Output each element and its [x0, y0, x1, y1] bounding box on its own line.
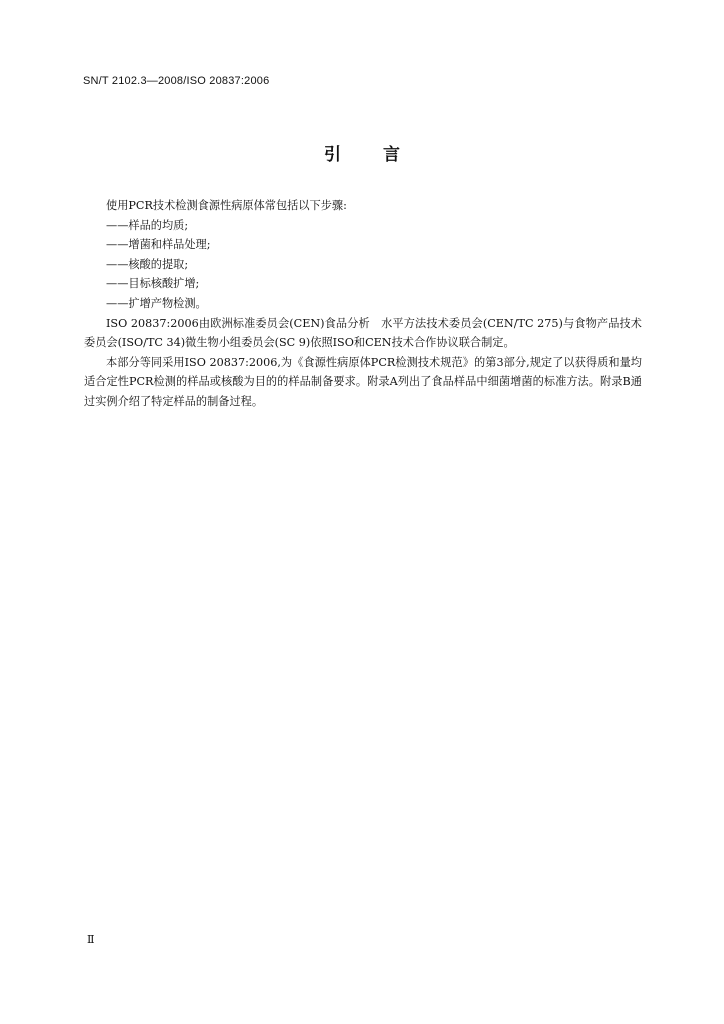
standard-number-header: SN/T 2102.3—2008/ISO 20837:2006 [83, 75, 270, 87]
page-number: Ⅱ [87, 933, 95, 946]
iso-origin-paragraph: ISO 20837:2006由欧洲标准委员会(CEN)食品分析 水平方法技术委员会(CEN/TC 275)与食物产品技术委员会(ISO/TC 34)微生物小组委员会(SC 9)依照ISO和CEN技术合作协议联合制定。 [84, 316, 642, 350]
intro-lead-paragraph: 使用PCR技术检测食源性病原体常包括以下步骤: [106, 199, 347, 212]
page-title-char-1: 引 [324, 145, 341, 165]
step-item: ——核酸的提取; [106, 257, 189, 271]
step-item: ——样品的均质; [106, 218, 189, 232]
step-item: ——扩增产物检测。 [106, 296, 207, 310]
adoption-paragraph: 本部分等同采用ISO 20837:2006,为《食源性病原体PCR检测技术规范》的第3部分,规定了以获得质和量均适合定性PCR检测的样品或核酸为目的的样品制备要求。附录A列出了食品样品中细菌增菌的标准方法。附录B通过实例介绍了特定样品的制备过程。 [84, 355, 642, 408]
page-title-char-2: 言 [383, 145, 400, 165]
page-title [0, 140, 724, 165]
step-item: ——目标核酸扩增; [106, 277, 200, 291]
step-item: ——增菌和样品处理; [106, 238, 211, 252]
introduction-body [84, 196, 642, 412]
